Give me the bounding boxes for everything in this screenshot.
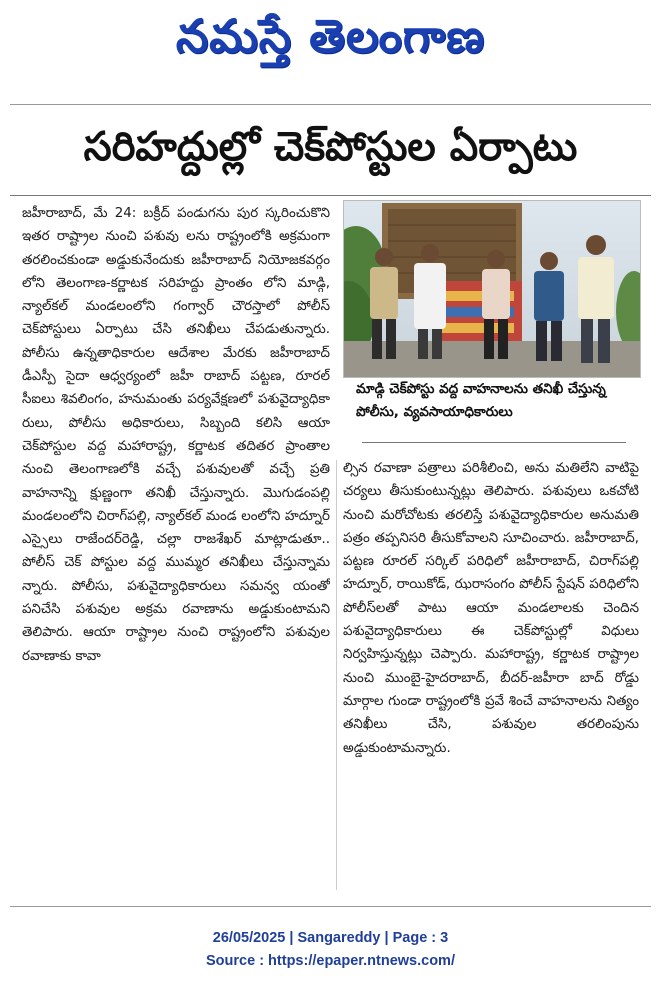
caption-underline [362,442,626,443]
column-divider [336,460,337,890]
news-photo [343,200,641,378]
divider [10,104,651,105]
footer-divider [10,906,651,907]
footer-source-link[interactable]: Source : https://epaper.ntnews.com/ [206,953,455,969]
divider [10,195,651,196]
article-body-right-column: ల్సిన రవాణా పత్రాలు పరిశీలించి, అను మతిలేని వాటిపై చర్యలు తీసుకుంటున్నట్లు తెలిపారు. పశువులు ఒకచోటి నుంచి మరోచోటకు తరలిస్తే పశువైద్యాధికారుల అనుమతి పత్రం తప్పనిసరి తీసుకోవాలని సూచించారు. జహీరాబాద్, పట్టణ రూరల్ సర్కిల్ పరిధిలో జహీరాబాద్, చిరాగ్‌పల్లి హద్నూర్, రాయికోడ్, ఝరాసంగం పోలీస్ స్టేషన్ పరిధిలోని పోలీస్‌లతో పాటు ఆయా మండలాలకు చెందిన పశువైద్యాధికారులు ఈ చెక్‌పోస్టుల్లో విధులు నిర్వహిస్తున్నట్లు చెప్పారు. మహారాష్ట్ర, కర్ణాటక రాష్ట్రాల నుంచి ముంబై-హైదరాబాద్, బీదర్-జహీరా బాద్ రోడ్డు మార్గాల గుండా రాష్ట్రంలోకి ప్రవే శించే వాహనాలను నిత్యం తనిఖీలు చేసి, పశువుల తరలింపును అడ్డుకుంటామన్నారు. [343,461,639,756]
masthead-title: నమస్తే తెలంగాణ [175,9,486,63]
photo-caption: మాడ్గి చెక్‌పోస్టు వద్ద వాహనాలను తనిఖీ చేస్తున్న పోలీసు, వ్యవసాయాధికారులు [356,381,606,420]
footer-edition-info: 26/05/2025 | Sangareddy | Page : 3 [212,930,449,946]
article-body-left-column: జహీరాబాద్, మే 24: బక్రీద్ పండుగను పుర స్కరించుకొని ఇతర రాష్ట్రాల నుంచి పశువు లను రాష్ట్రంలోకి అక్రమంగా తరలించకుండా అడ్డుకునేందుకు జహీరాబాద్ నియోజకవర్గం లోని తెలంగాణ-కర్ణాటక సరిహద్దు ప్రాంతం లోని మాడ్గి, న్యాల్‌కల్ మండలంలోని గంగ్వార్ చౌరస్తాలో పోలీస్ చెక్‌పోస్టులు ఏర్పాటు చేసి తనిఖీలు చేపడుతున్నారు. పోలీసు ఉన్నతాధికారుల ఆదేశాల మేరకు జహీరాబాద్ డీఎస్పీ సైదా ఆధ్వర్యంలో జహీ రాబాద్ పట్టణ, రూరల్ సీఐలు శివలింగం, హనుమంతు పర్యవేక్షణలో పశువైద్యాధికా రులు, పోలీసు అధికారులు, సిబ్బంది కలిసి ఆయా చెక్‌పోస్టుల వద్ద మహారాష్ట్ర, కర్ణాటక తదితర ప్రాంతాల నుంచి తెలంగాణలోకి వచ్చే పశువులతో వచ్చే ప్రతి వాహనాన్ని క్షుణ్ణంగా తనిఖీ చేస్తున్నారు. మొగుడంపల్లి మండలంలోని చిరాగ్‌పల్లి, న్యాల్‌కల్ మండ లంలోని హద్నూర్ ఎస్సైలు రాజేందర్‌రెడ్డి, చల్లా రాజశేఖర్ మాట్లాడుతూ.. పోలీస్ చెక్ పోస్టుల వద్ద ముమ్మర తనిఖీలు చేస్తున్నామ న్నారు. పోలీసు, పశువైద్యాధికారులు సమన్వ యంతో పనిచేసి పశువుల అక్రమ రవాణాను అడ్డుకుంటామని తెలిపారు. ఆయా రాష్ట్రాల నుంచి రాష్ట్రంలోని పశువుల రవాణాకు కావా [22,206,330,664]
article-headline: సరిహద్దుల్లో చెక్‌పోస్టుల ఏర్పాటు [83,124,578,170]
masthead [0,2,661,82]
